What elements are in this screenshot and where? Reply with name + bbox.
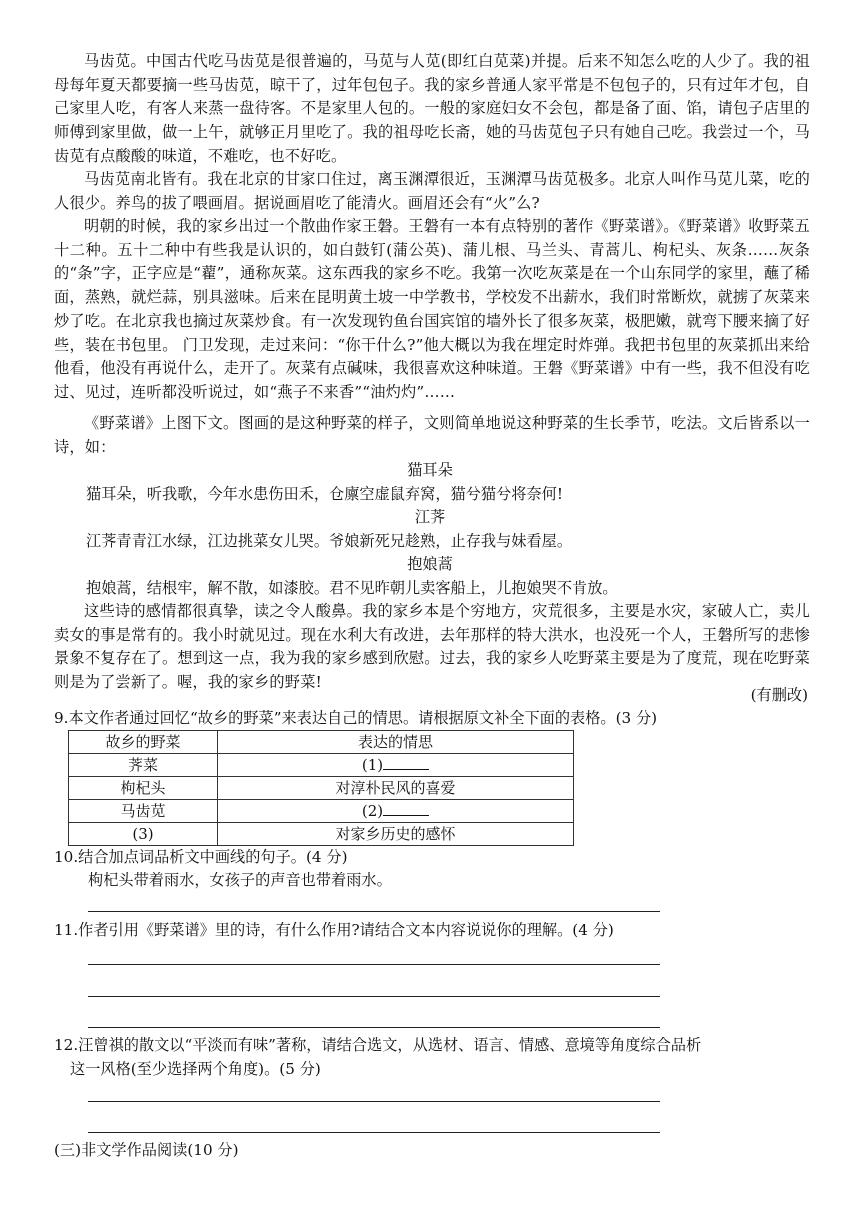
table-header-row	[69, 731, 574, 754]
table-cell: 枸杞头	[69, 777, 218, 800]
blank-label: (2)	[361, 802, 384, 820]
answer-blank[interactable]	[383, 755, 429, 770]
table-cell: 荠菜	[69, 754, 218, 777]
table-row	[69, 777, 574, 800]
answer-line[interactable]	[88, 1101, 660, 1102]
paragraph-1: 马齿苋。中国古代吃马齿苋是很普遍的，马苋与人苋(即红白苋菜)并提。后来不知怎么吃的人少了。我的祖母每年夏天都要摘一些马齿苋，晾干了，过年包包子。我的家乡普通人家平常是不包包子的，只有过年才包，自己家里人吃，有客人来蒸一盘待客。不是家里人包的。一般的家庭妇女不会包，都是备了面、馅，请包子店里的师傅到家里做，做一上午，就够正月里吃了。我的祖母吃长斋，她的马齿苋包子只有她自己吃。我尝过一个，马齿苋有点酸酸的味道，不难吃，也不好吃。	[54, 52, 810, 165]
question-11: 11.作者引用《野菜谱》里的诗，有什么作用?请结合文本内容说说你的理解。(4 分)	[54, 921, 614, 939]
answer-line[interactable]	[88, 964, 660, 965]
poem-text-maoerduo: 猫耳朵，听我歌，今年水患伤田禾，仓廪空虚鼠弃窝，猫兮猫兮将奈何!	[86, 485, 563, 503]
answer-table	[68, 730, 574, 846]
answer-line[interactable]	[88, 996, 660, 997]
section-heading: (三)非文学作品阅读(10 分)	[54, 1141, 239, 1159]
question-12-line1: 12.汪曾祺的散文以“平淡而有味”著称，请结合选文，从选材、语言、情感、意境等角度综合品析	[54, 1036, 702, 1054]
poem-title-jiangji: 江荠	[414, 508, 446, 526]
poem-text-baoniang: 抱娘蒿，结根牢，解不散，如漆胶。君不见昨朝儿卖客船上，儿抱娘哭不肯放。	[86, 579, 618, 597]
table-cell: 马齿苋	[69, 800, 218, 823]
answer-blank[interactable]	[383, 801, 429, 816]
answer-line[interactable]	[88, 911, 660, 912]
edit-note: (有删改)	[750, 686, 808, 704]
table-row	[69, 823, 574, 846]
table-row	[69, 754, 574, 777]
table-header-cell: 故乡的野菜	[69, 731, 218, 754]
table-cell: 对淳朴民风的喜爱	[218, 777, 574, 800]
question-10: 10.结合加点词品析文中画线的句子。(4 分)	[54, 848, 348, 866]
answer-line[interactable]	[88, 1027, 660, 1028]
table-cell[interactable]	[218, 800, 574, 823]
question-10-sentence: 枸杞头带着雨水，女孩子的声音也带着雨水。	[88, 871, 392, 889]
blank-label: (1)	[361, 756, 384, 774]
question-12-line2: 这一风格(至少选择两个角度)。(5 分)	[70, 1060, 321, 1078]
table-cell[interactable]	[218, 754, 574, 777]
table-cell: 对家乡历史的感怀	[218, 823, 574, 846]
paragraph-3: 明朝的时候，我的家乡出过一个散曲作家王磐。王磐有一本有点特别的著作《野菜谱》。《野菜谱》收野菜五十二种。五十二种中有些我是认识的，如白鼓钉(蒲公英)、蒲儿根、马兰头、青蒿儿、枸杞头、灰条……灰条的“条”字，正字应是“藋”，通称灰菜。这东西我的家乡不吃。我第一次吃灰菜是在一个山东同学的家里，蘸了稀面，蒸熟，就烂蒜，别具滋味。后来在昆明黄土坡一中学教书，学校发不出薪水，我们时常断炊，就掳了灰菜来炒了吃。在北京我也摘过灰菜炒食。有一次发现钓鱼台国宾馆的墙外长了很多灰菜，极肥嫩，就弯下腰来摘了好些，装在书包里。 门卫发现，走过来问：“你干什么?”他大概以为我在埋定时炸弹。我把书包里的灰菜抓出来给他看，他没有再说什么，走开了。灰菜有点碱味，我很喜欢这种味道。王磐《野菜谱》中有一些，我不但没有吃过、见过，连听都没听说过，如“燕子不来香”“油灼灼”……	[54, 217, 810, 401]
question-9: 9.本文作者通过回忆“故乡的野菜”来表达自己的情思。请根据原文补全下面的表格。(3 分)	[54, 709, 658, 727]
poem-title-maoerduo: 猫耳朵	[407, 461, 453, 479]
table-row	[69, 800, 574, 823]
paragraph-2: 马齿苋南北皆有。我在北京的甘家口住过，离玉渊潭很近，玉渊潭马齿苋极多。北京人叫作马苋儿菜，吃的人很少。养鸟的拔了喂画眉。据说画眉吃了能清火。画眉还会有“火”么?	[54, 170, 810, 212]
poem-title-baoniang: 抱娘蒿	[407, 555, 453, 573]
table-header-cell: 表达的情思	[218, 731, 574, 754]
paragraph-4: 《野菜谱》上图下文。图画的是这种野菜的样子，文则简单地说这种野菜的生长季节，吃法。文后皆系以一诗，如：	[54, 414, 810, 456]
paragraph-5: 这些诗的感情都很真挚，读之令人酸鼻。我的家乡本是个穷地方，灾荒很多，主要是水灾，家破人亡，卖儿卖女的事是常有的。我小时就见过。现在水利大有改进，去年那样的特大洪水，也没死一个人，王磐所写的悲惨景象不复存在了。想到这一点，我为我的家乡感到欣慰。过去，我的家乡人吃野菜主要是为了度荒，现在吃野菜则是为了尝新了。喔，我的家乡的野菜!	[54, 602, 810, 692]
table-cell[interactable]: (3)	[69, 823, 218, 846]
poem-text-jiangji: 江荠青青江水绿，江边挑菜女儿哭。爷娘新死兄趁熟，止存我与妹看屋。	[86, 532, 572, 550]
answer-line[interactable]	[88, 1132, 660, 1133]
